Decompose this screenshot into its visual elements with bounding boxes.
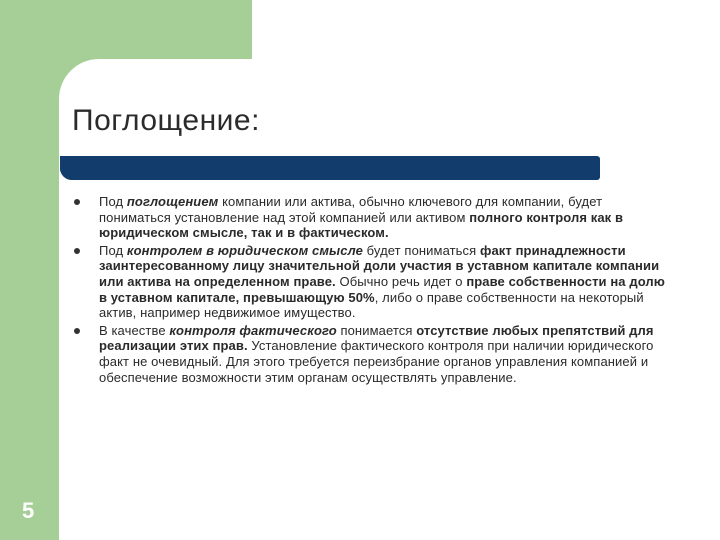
bullet-dot-icon (74, 248, 80, 254)
slide-title: Поглощение: (72, 104, 260, 137)
bullet-text: Под поглощением компании или актива, обычно ключевого для компании, будет пониматься установление над этой компанией или активом полного контроля как в юридическом смысле, так и в фактическом. (99, 194, 624, 241)
bullet-item (74, 323, 674, 385)
bullet-list (74, 194, 674, 387)
slide-number: 5 (22, 498, 35, 523)
bullet-text: Под контролем в юридическом смысле будет пониматься факт принадлежности заинтересованному лицу значительной доли участия в уставном капитале компании или актива на определенном праве. Обычно речь идет о праве собственности на долю в уставном капитале, превышающую 50%, либо о праве собственности на некоторый актив, например недвижимое имущество. (99, 242, 665, 321)
bullet-dot-icon (74, 328, 80, 334)
title-underline-bar (60, 156, 600, 180)
bullet-item (74, 243, 674, 321)
green-top-bar (0, 0, 252, 59)
bullet-dot-icon (74, 199, 80, 205)
green-sidebar (0, 0, 59, 540)
bullet-text: В качестве контроля фактического понимается отсутствие любых препятствий для реализации этих прав. Установление фактического контроля при наличии юридического факт не очевидный. Для этого требуется переизбрание органов управления компанией и обеспечение возможности этим органам осуществлять управление. (99, 322, 654, 385)
bullet-item (74, 194, 674, 241)
